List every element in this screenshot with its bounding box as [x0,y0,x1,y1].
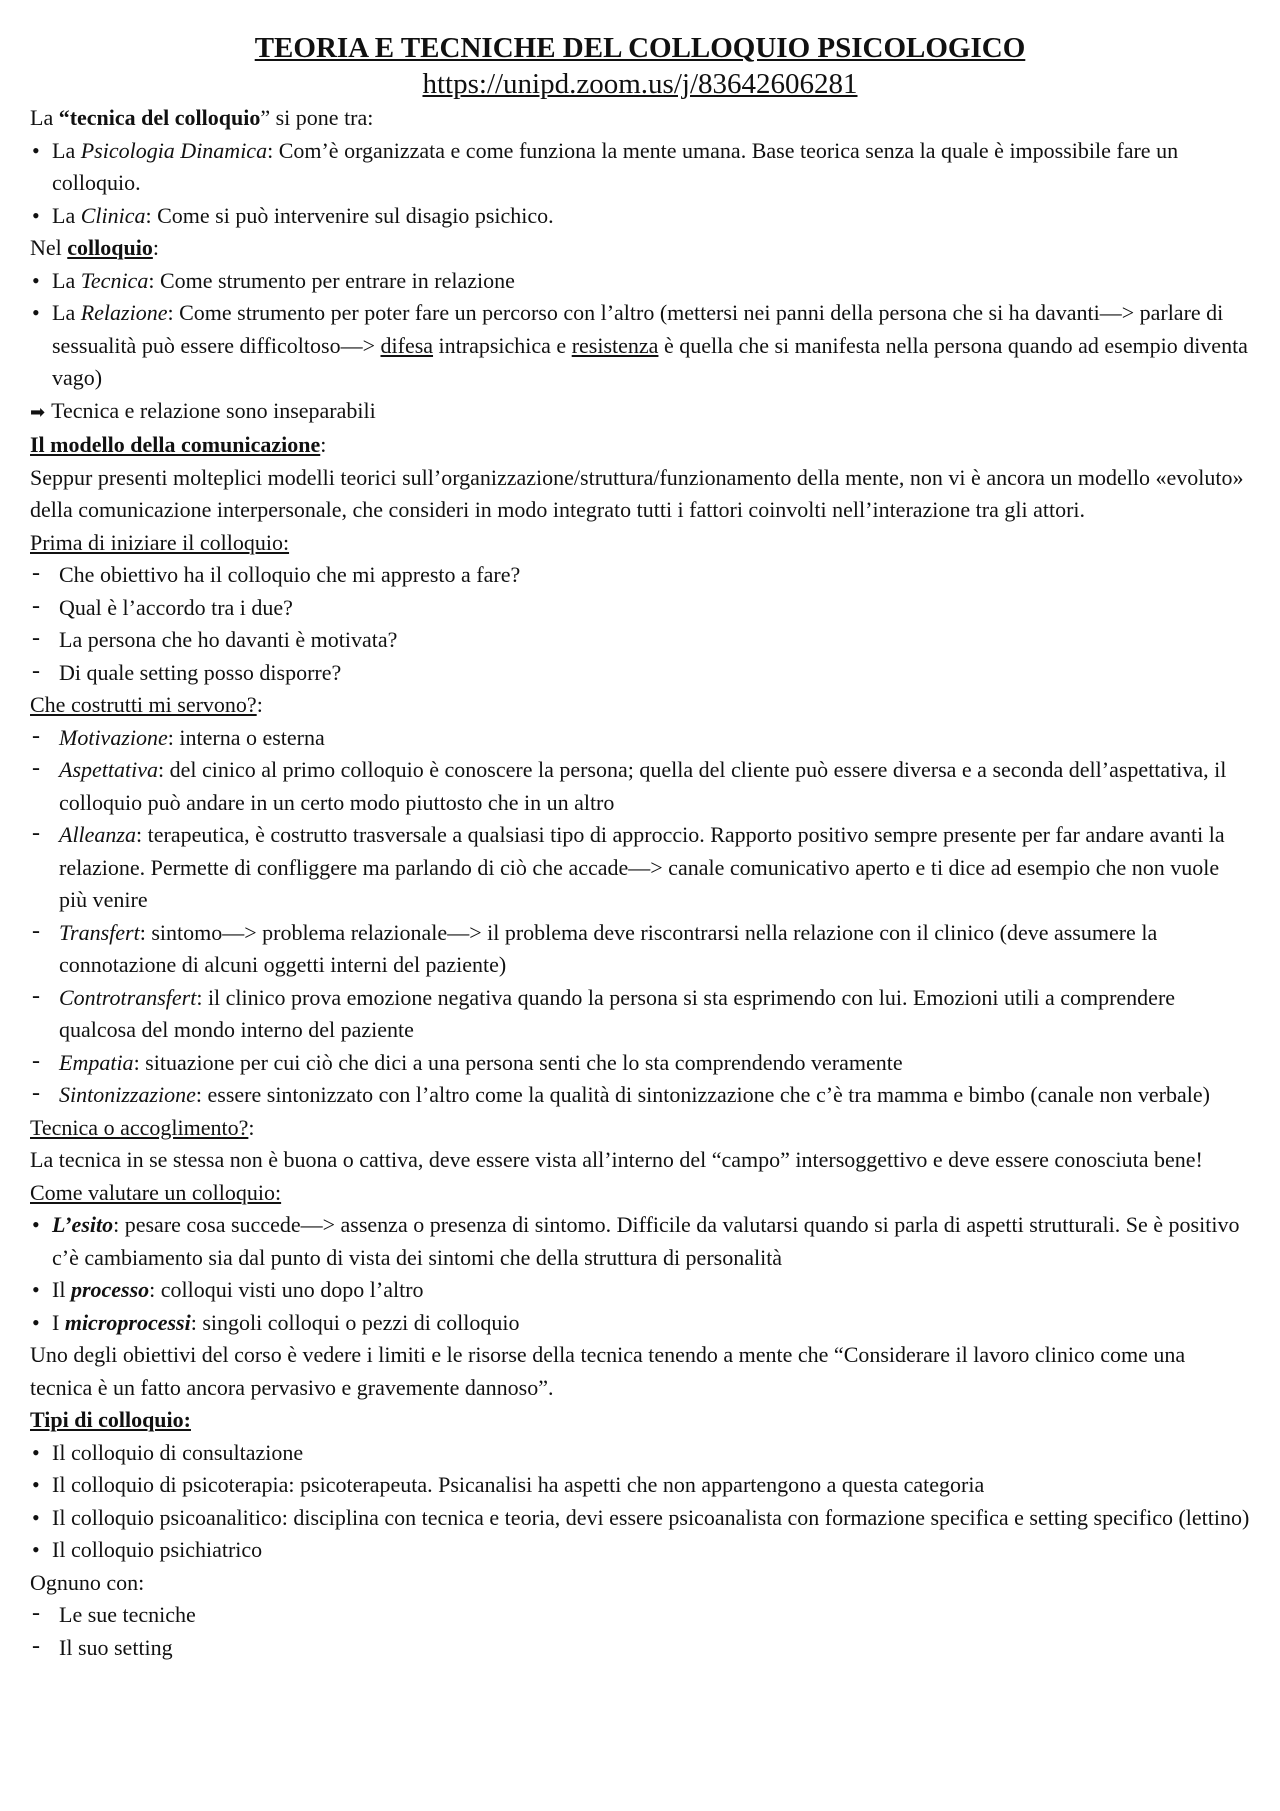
list-item: - Transfert: sintomo—> problema relazionale—> il problema deve riscontrarsi nella relazione con il clinico (deve assumere la connotazione di alcuni oggetti interni del paziente) [30,917,1250,982]
dash-icon: - [32,1080,40,1106]
section-heading-prima: Prima di iniziare il colloquio: [30,529,290,555]
dash-icon: - [32,982,40,1009]
list-item: • La Clinica: Come si può intervenire sul disagio psichico. [30,200,1250,233]
list-item: - Empatia: situazione per cui ciò che dici a una persona senti che lo sta comprendendo veramente [30,1047,1250,1080]
list-item: - La persona che ho davanti è motivata? [30,624,1250,657]
ognuno-list [30,1599,1250,1664]
section-heading-costrutti: Che costrutti mi servono?: [30,692,263,717]
list-item: - Aspettativa: del cinico al primo colloquio è conoscere la persona; quella del cliente può essere diversa e a seconda dell’aspettativa, il colloquio può andare in un certo modo piuttosto che in un altro [30,754,1250,819]
intro-line: La “tecnica del colloquio” si pone tra: [30,105,374,130]
bullet-icon: • [32,1309,40,1335]
dash-icon: - [32,820,40,846]
dash-icon: - [32,560,40,586]
list-item: • Il colloquio psichiatrico [30,1534,1250,1567]
accoglimento-paragraph: La tecnica in se stessa non è buona o cattiva, deve essere vista all’interno del “campo” intersoggettivo e deve essere conosciuta bene! [30,1147,1203,1172]
bullet-icon: • [32,267,40,293]
bullet-icon: • [32,202,40,228]
dash-icon: - [32,917,40,944]
bullet-icon: • [32,1504,40,1530]
dash-icon: - [32,722,40,749]
dash-icon: - [32,755,40,781]
list-item: - Sintonizzazione: essere sintonizzato con l’altro come la qualità di sintonizzazione che c’è tra mamma e bimbo (canale non verbale) [30,1079,1250,1112]
list-item: - Di quale setting posso disporre? [30,657,1250,690]
list-item: • La Relazione: Come strumento per poter fare un percorso con l’altro (mettersi nei panni della persona che si ha davanti—> parlare di sessualità può essere difficoltoso—> difesa intrapsichica e resistenza è quella che si manifesta nella persona quando ad esempio diventa vago) [30,297,1250,395]
bullet-icon: • [32,1472,40,1497]
bullet-icon: • [32,1277,40,1302]
dash-icon: - [32,1632,40,1659]
nel-colloquio-line: Nel colloquio: [30,235,159,260]
page-title: TEORIA E TECNICHE DEL COLLOQUIO PSICOLOGICO [254,32,1026,64]
costrutti-list [30,722,1250,1112]
bullet-icon: • [32,1212,40,1237]
list-item: - Controtransfert: il clinico prova emozione negativa quando la persona si sta esprimendo con lui. Emozioni utili a comprendere qualcosa del mondo interno del paziente [30,982,1250,1047]
list-item: • I microprocessi: singoli colloqui o pezzi di colloquio [30,1307,1250,1340]
valutare-list [30,1209,1250,1339]
list-item: - Le sue tecniche [30,1599,1250,1632]
zoom-link[interactable]: https://unipd.zoom.us/j/83642606281 [422,68,858,100]
dash-icon: - [32,657,40,684]
section-heading-valutare: Come valutare un colloquio: [30,1179,282,1205]
list-item: • La Tecnica: Come strumento per entrare in relazione [30,265,1250,298]
list-item: • Il processo: colloqui visti uno dopo l’altro [30,1274,1250,1307]
tipi-list [30,1437,1250,1567]
list-item: - Il suo setting [30,1632,1250,1665]
dash-icon: - [32,1600,40,1626]
prima-list [30,559,1250,689]
list-item: • Il colloquio psicoanalitico: disciplina con tecnica e teoria, devi essere psicoanalista con formazione specifica e setting specifico (lettino) [30,1502,1250,1535]
list-item: - Motivazione: interna o esterna [30,722,1250,755]
obiettivi-paragraph: Uno degli obiettivi del corso è vedere i limiti e le risorse della tecnica tenendo a mente che “Considerare il lavoro clinico come una tecnica è un fatto ancora pervasivo e gravemente dannoso”. [30,1342,1186,1400]
section-heading-accoglimento: Tecnica o accoglimento?: [30,1114,255,1140]
ognuno-line: Ognuno con: [30,1569,145,1595]
section-heading-model: Il modello della comunicazione: [30,432,327,457]
arrow-right-icon: ➡ [30,401,46,423]
section-heading-tipi: Tipi di colloquio: [30,1407,191,1432]
model-paragraph: Seppur presenti molteplici modelli teorici sull’organizzazione/struttura/funzionamento della mente, non vi è ancora un modello «evoluto» della comunicazione interpersonale, che consideri in modo integrato tutti i fattori coinvolti nell’interazione tra gli attori. [30,464,1244,522]
list-item: • L’esito: pesare cosa succede—> assenza o presenza di sintomo. Difficile da valutarsi quando si parla di aspetti strutturali. Se è positivo c’è cambiamento sia dal punto di vista dei sintomi che della struttura di personalità [30,1209,1250,1274]
nel-list [30,265,1250,395]
bullet-icon: • [32,1439,40,1465]
list-item: - Che obiettivo ha il colloquio che mi appresto a fare? [30,559,1250,592]
intro-list [30,135,1250,233]
dash-icon: - [32,592,40,619]
list-item: • Il colloquio di psicoterapia: psicoterapeuta. Psicanalisi ha aspetti che non appartengono a questa categoria [30,1469,1250,1502]
bullet-icon: • [32,1537,40,1562]
bullet-icon: • [32,300,40,325]
bullet-icon: • [32,137,40,163]
list-item: • La Psicologia Dinamica: Com’è organizzata e come funziona la mente umana. Base teorica senza la quale è impossibile fare un colloquio. [30,135,1250,200]
list-item: - Qual è l’accordo tra i due? [30,592,1250,625]
list-item: • Il colloquio di consultazione [30,1437,1250,1470]
dash-icon: - [32,1047,40,1074]
list-item: - Alleanza: terapeutica, è costrutto trasversale a qualsiasi tipo di approccio. Rapporto positivo sempre presente per far andare avanti la relazione. Permette di confliggere ma parlando di ciò che accade—> canale comunicativo aperto e ti dice ad esempio che non vuole più venire [30,819,1250,917]
dash-icon: - [32,625,40,651]
arrow-line: ➡ Tecnica e relazione sono inseparabili [30,397,376,423]
